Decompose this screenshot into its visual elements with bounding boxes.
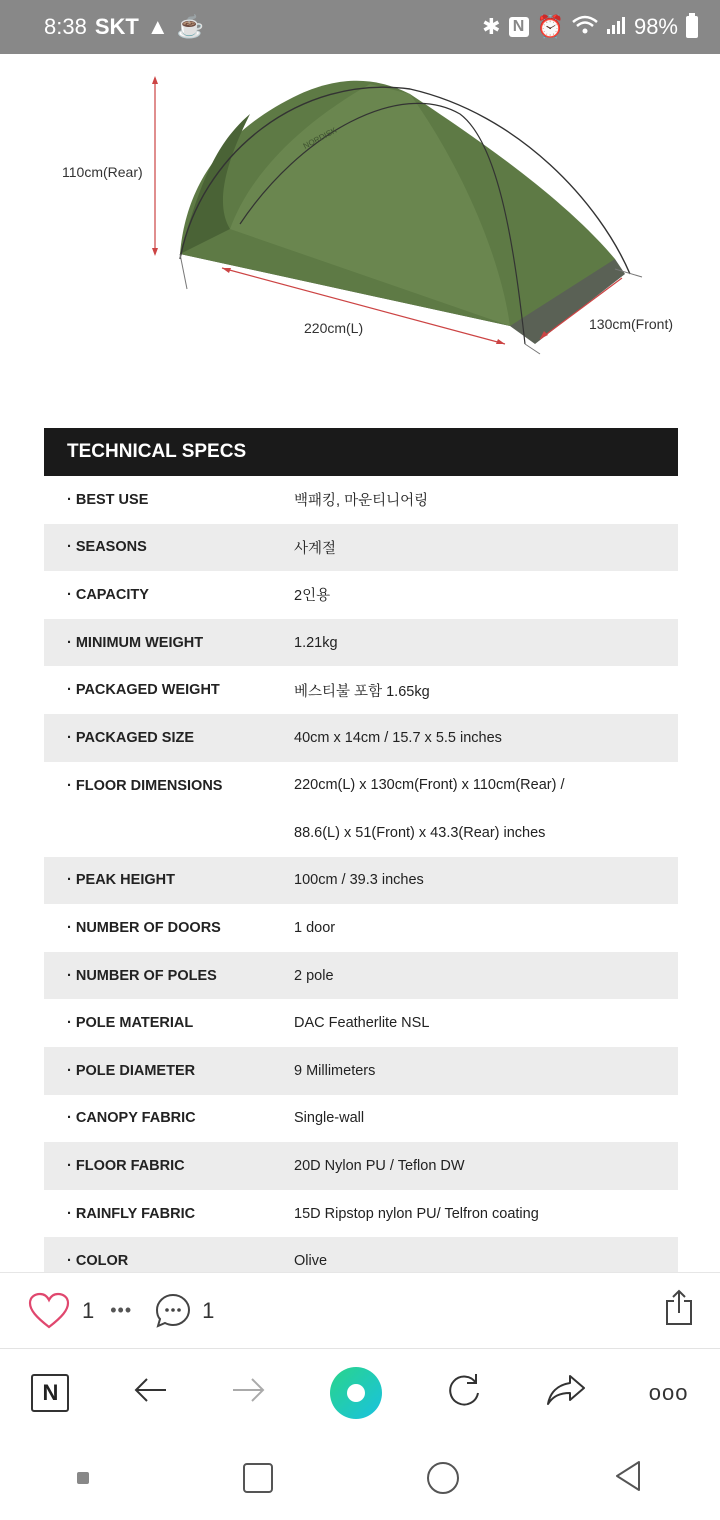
status-carrier: SKT — [94, 14, 139, 39]
spec-value-cell — [294, 619, 678, 667]
spec-row — [44, 1190, 678, 1238]
naver-home-button[interactable] — [31, 1374, 69, 1412]
arrow-left-icon — [132, 1375, 168, 1405]
share-icon — [664, 1289, 694, 1327]
spec-value-cell — [294, 1047, 678, 1095]
spec-value: 2인용 — [294, 588, 331, 605]
spec-row — [44, 666, 678, 714]
battery-percent: 98% — [633, 14, 678, 39]
wifi-icon — [572, 15, 598, 39]
spec-value-cell — [294, 1095, 678, 1143]
browser-toolbar — [0, 1348, 720, 1436]
spec-row — [44, 1047, 678, 1095]
refresh-button[interactable] — [445, 1371, 483, 1414]
spec-value-cell — [294, 999, 678, 1047]
spec-value: 220cm(L) x 130cm(Front) x 110cm(Rear) / — [294, 777, 565, 794]
spec-row — [44, 1095, 678, 1143]
share-arrow-icon — [546, 1373, 586, 1407]
spec-value: 100cm / 39.3 inches — [294, 872, 424, 889]
spec-label: · MINIMUM WEIGHT — [67, 634, 204, 651]
comment-button[interactable] — [154, 1292, 214, 1330]
recents-button[interactable] — [243, 1463, 273, 1493]
bluetooth-icon: ✱ — [482, 14, 501, 39]
spec-value: 베스티불 포함 1.65kg — [294, 683, 430, 700]
signal-icon — [606, 15, 626, 39]
specs-title: TECHNICAL SPECS — [44, 428, 678, 476]
spec-value: DAC Featherlite NSL — [294, 1015, 430, 1032]
spec-value: 1 door — [294, 919, 336, 936]
forward-button[interactable] — [231, 1375, 267, 1410]
spec-row — [44, 524, 678, 572]
spec-label: · FLOOR DIMENSIONS — [67, 777, 223, 794]
spec-value: 15D Ripstop nylon PU/ Telfron coating — [294, 1205, 539, 1222]
share-forward-button[interactable] — [546, 1373, 586, 1412]
tent-image — [0, 54, 720, 394]
spec-value-cell — [294, 714, 678, 762]
spec-value-cell — [294, 1142, 678, 1190]
spec-label: · POLE MATERIAL — [67, 1015, 194, 1032]
spec-value: 9 Millimeters — [294, 1062, 376, 1079]
spec-rows — [44, 476, 678, 1272]
like-button[interactable] — [28, 1292, 94, 1330]
green-dot-icon — [347, 1384, 365, 1402]
spec-label: · PACKAGED WEIGHT — [67, 682, 220, 699]
system-nav-bar — [0, 1436, 720, 1520]
nav-dot-button[interactable] — [77, 1472, 89, 1484]
technical-specs-table — [44, 428, 678, 1272]
spec-row — [44, 1237, 678, 1272]
spec-value-cell — [294, 857, 678, 905]
spec-value: 1.21kg — [294, 634, 338, 651]
spec-label: · NUMBER OF DOORS — [67, 919, 221, 936]
spec-label: · FLOOR FABRIC — [67, 1157, 185, 1174]
height-dimension-label: 110cm(Rear) — [62, 164, 143, 180]
spec-row — [44, 762, 678, 857]
status-bar — [0, 0, 720, 54]
back-nav-button[interactable] — [613, 1459, 643, 1498]
browser-more-button[interactable] — [649, 1380, 689, 1406]
spec-label: · POLE DIAMETER — [67, 1062, 196, 1079]
spec-label: · SEASONS — [67, 539, 147, 556]
home-button[interactable] — [427, 1462, 459, 1494]
spec-row — [44, 476, 678, 524]
refresh-icon — [445, 1371, 483, 1409]
green-dot-button[interactable] — [330, 1367, 382, 1419]
spec-value: 20D Nylon PU / Teflon DW — [294, 1157, 465, 1174]
status-time: 8:38 — [44, 14, 87, 39]
tent-brand-text: NORDISK — [301, 125, 339, 151]
spec-row — [44, 571, 678, 619]
more-dots-button[interactable]: ••• — [110, 1300, 133, 1320]
battery-icon — [686, 16, 698, 38]
spec-value-cell — [294, 1237, 678, 1272]
like-count: 1 — [82, 1297, 95, 1323]
spec-value-cell — [294, 904, 678, 952]
heart-icon — [28, 1292, 70, 1330]
spec-value-line2: 88.6(L) x 51(Front) x 43.3(Rear) inches — [294, 824, 546, 841]
spec-row — [44, 1142, 678, 1190]
spec-label: · BEST USE — [67, 491, 149, 508]
spec-label: · CAPACITY — [67, 586, 149, 603]
naver-logo-icon: N — [42, 1379, 59, 1405]
spec-row — [44, 714, 678, 762]
length-dimension-label: 220cm(L) — [304, 320, 364, 336]
spec-value: 40cm x 14cm / 15.7 x 5.5 inches — [294, 729, 502, 746]
spec-row — [44, 952, 678, 1000]
spec-value-cell — [294, 1190, 678, 1238]
comment-icon — [154, 1292, 192, 1330]
spec-label: · COLOR — [67, 1253, 129, 1270]
share-button[interactable] — [664, 1289, 694, 1332]
more-options-icon: ooo — [648, 1379, 689, 1405]
arrow-right-icon — [231, 1375, 267, 1405]
spec-value-cell — [294, 571, 678, 619]
spec-value-cell — [294, 666, 678, 714]
post-action-bar — [0, 1272, 720, 1348]
spec-value-cell — [294, 476, 678, 524]
front-dimension-label: 130cm(Front) — [589, 316, 674, 332]
coffee-icon: ☕ — [176, 14, 205, 39]
spec-row — [44, 999, 678, 1047]
spec-value: Single-wall — [294, 1110, 365, 1127]
warning-icon: ▲ — [146, 14, 169, 39]
spec-value-cell — [294, 524, 678, 572]
spec-value-cell — [294, 952, 678, 1000]
page-content — [0, 54, 720, 1272]
spec-value: 백패킹, 마운티니어링 — [294, 493, 429, 510]
spec-value-cell — [294, 762, 678, 857]
spec-label: · RAINFLY FABRIC — [67, 1205, 196, 1222]
triangle-back-icon — [613, 1459, 643, 1493]
nfc-icon: N — [509, 17, 529, 37]
spec-value: 사계절 — [294, 540, 337, 557]
spec-label: · PACKAGED SIZE — [67, 729, 195, 746]
spec-value: 2 pole — [294, 967, 334, 984]
comment-count: 1 — [202, 1297, 215, 1323]
spec-label: · CANOPY FABRIC — [67, 1110, 196, 1127]
spec-row — [44, 619, 678, 667]
back-button[interactable] — [132, 1375, 168, 1410]
alarm-icon: ⏰ — [536, 14, 564, 39]
tent-illustration — [0, 54, 720, 394]
spec-row — [44, 904, 678, 952]
spec-value: Olive — [294, 1253, 328, 1270]
spec-label: · PEAK HEIGHT — [67, 872, 175, 889]
spec-row — [44, 857, 678, 905]
spec-label: · NUMBER OF POLES — [67, 967, 217, 984]
